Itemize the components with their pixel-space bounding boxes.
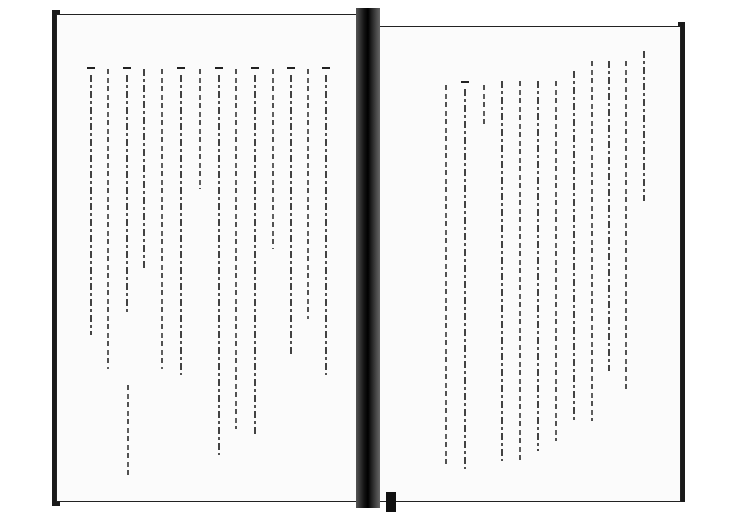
list-marker xyxy=(287,67,295,69)
handwritten-line xyxy=(161,69,163,369)
list-marker xyxy=(215,67,223,69)
list-marker xyxy=(177,67,185,69)
handwritten-line xyxy=(608,61,610,371)
handwritten-line xyxy=(307,69,309,319)
bookmark-ribbon xyxy=(386,492,396,512)
handwritten-line xyxy=(127,385,129,475)
list-marker xyxy=(251,67,259,69)
handwritten-line xyxy=(126,75,128,315)
list-marker xyxy=(461,81,469,83)
right-page-text-columns xyxy=(377,27,680,501)
handwritten-line xyxy=(519,81,521,461)
handwritten-line xyxy=(143,69,145,269)
handwritten-line xyxy=(325,75,327,375)
left-page-text-columns xyxy=(57,15,361,501)
handwritten-line xyxy=(272,69,274,249)
handwritten-line xyxy=(625,61,627,391)
handwritten-line xyxy=(90,75,92,335)
list-marker xyxy=(123,67,131,69)
handwritten-line xyxy=(643,51,645,201)
handwritten-line xyxy=(555,81,557,441)
handwritten-line xyxy=(501,81,503,461)
handwritten-line xyxy=(199,69,201,189)
handwritten-line xyxy=(180,75,182,375)
handwritten-line xyxy=(445,85,447,465)
list-marker xyxy=(322,67,330,69)
handwritten-line xyxy=(290,75,292,355)
list-marker xyxy=(87,67,95,69)
handwritten-line xyxy=(537,81,539,451)
handwritten-line xyxy=(218,75,220,455)
handwritten-line xyxy=(573,71,575,421)
handwritten-line xyxy=(254,75,256,435)
handwritten-line xyxy=(235,69,237,429)
notebook-spine xyxy=(356,8,380,508)
handwritten-line xyxy=(464,89,466,469)
handwritten-line xyxy=(591,61,593,421)
handwritten-line xyxy=(483,85,485,125)
handwritten-line xyxy=(107,69,109,369)
right-page xyxy=(376,26,681,502)
left-page xyxy=(56,14,362,502)
